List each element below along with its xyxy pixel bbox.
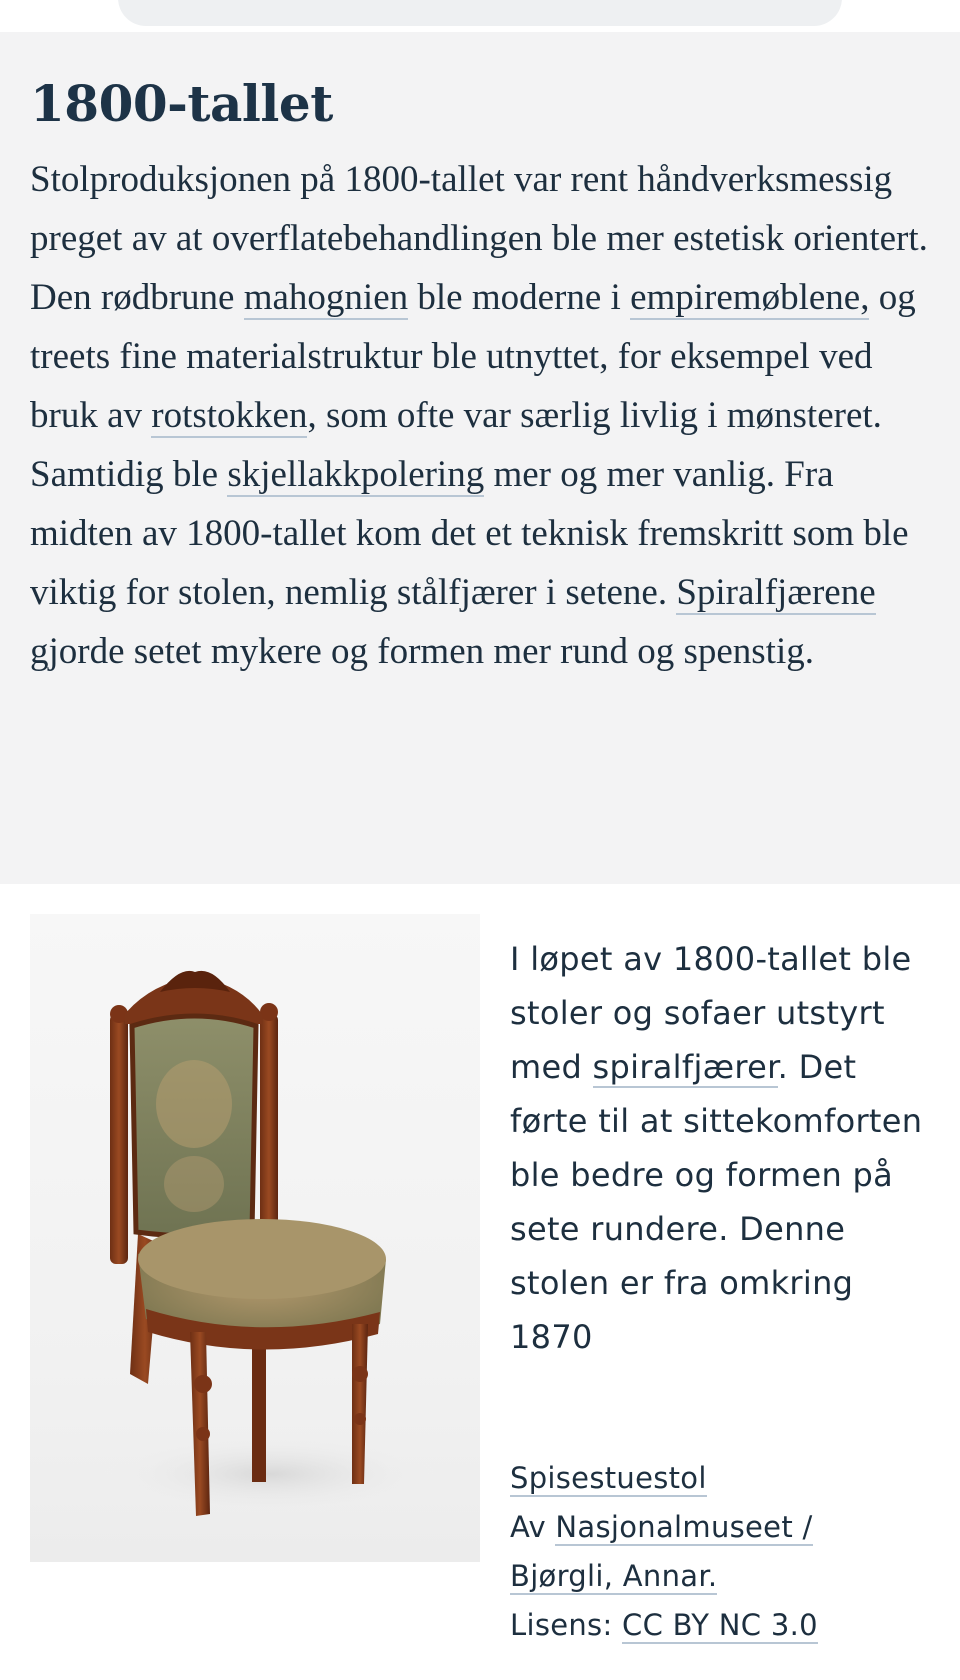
- link-empiremoblene[interactable]: empiremøblene,: [630, 277, 870, 318]
- link-mahognien[interactable]: mahognien: [243, 277, 409, 318]
- credits-license-line: [510, 1601, 930, 1650]
- section-heading: 1800-tallet: [30, 74, 333, 133]
- link-author-bjorgli[interactable]: Bjørgli, Annar.: [510, 1559, 718, 1593]
- chair-icon: [30, 914, 480, 1562]
- paragraph-text: ble moderne i: [408, 277, 631, 318]
- paragraph-text: og treets fine materialstruktur ble utnyttet, for eksempel ved bruk av: [30, 277, 916, 436]
- link-license[interactable]: CC BY NC 3.0: [622, 1608, 818, 1642]
- caption-text: . Det førte til at sittekomforten ble bedre og formen på sete rundere. Denne stolen er fra omkring 1870: [510, 1048, 923, 1356]
- image-credits: [510, 1454, 930, 1650]
- top-strip: [0, 0, 960, 32]
- link-spisestuestol[interactable]: Spisestuestol: [510, 1461, 707, 1495]
- link-skjellakkpolering[interactable]: skjellakkpolering: [227, 454, 485, 495]
- link-rotstokken[interactable]: rotstokken: [151, 395, 308, 436]
- search-bar-edge[interactable]: [118, 0, 842, 26]
- license-prefix: Lisens:: [510, 1608, 623, 1642]
- paragraph-text: , som ofte var særlig livlig i mønsteret. Samtidig ble: [30, 395, 882, 495]
- paragraph-text: mer og mer vanlig. Fra midten av 1800-tallet kom det et teknisk fremskritt som ble viktig for stolen, nemlig stålfjærer i setene.: [30, 454, 909, 613]
- chair-photo[interactable]: [30, 914, 480, 1562]
- caption-text: I løpet av 1800-tallet ble stoler og sofaer utstyrt med: [510, 940, 912, 1086]
- credits-author-line: [510, 1503, 930, 1552]
- body-paragraph: [30, 150, 935, 681]
- credits-author-line-2: [510, 1552, 930, 1601]
- link-author-nasjonalmuseet[interactable]: Nasjonalmuseet /: [555, 1510, 813, 1544]
- link-spiralfjaerene[interactable]: Spiralfjærene: [676, 572, 876, 613]
- paragraph-text: gjorde setet mykere og formen mer rund og spenstig.: [30, 631, 814, 672]
- credits-title-line: [510, 1454, 930, 1503]
- by-prefix: Av: [510, 1510, 556, 1544]
- figure-caption: [510, 932, 930, 1364]
- link-spiralfjaerer[interactable]: spiralfjærer: [592, 1048, 778, 1086]
- paragraph-text: Stolproduksjonen på 1800-tallet var rent håndverksmessig preget av at overflatebehandlingen ble mer estetisk orientert. Den rødbrune: [30, 159, 928, 318]
- article-section: [0, 32, 960, 884]
